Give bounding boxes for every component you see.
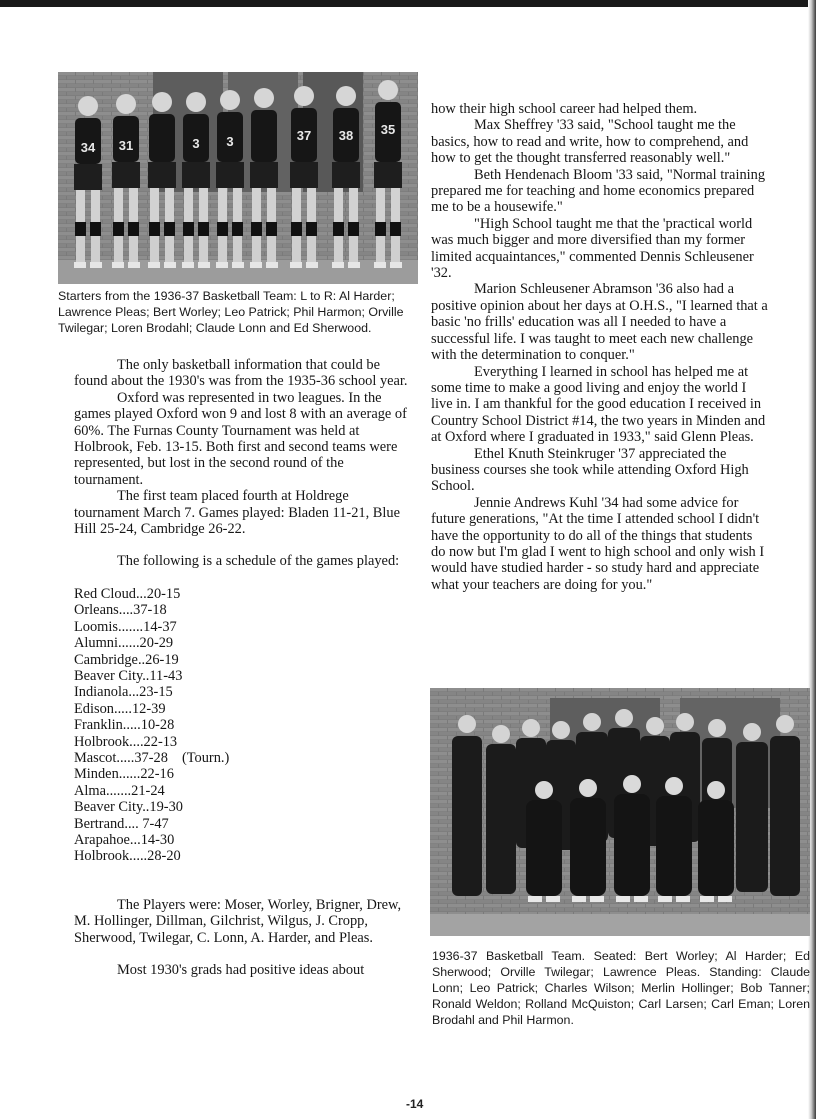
schedule-item: Loomis.......14-37 — [74, 618, 177, 635]
left-column — [74, 357, 412, 978]
starters-photo — [58, 72, 418, 284]
paragraph: Jennie Andrews Kuhl '34 had some advice for future generations, "At the time I attended school I didn't have the opportunity to do all of the things that students do now but I'm glad I went to high school and only wish I would have studied harder - so study hard and appreciate what your teachers are doing for you." — [431, 494, 765, 593]
starters-caption: Starters from the 1936-37 Basketball Team: L to R: Al Harder; Lawrence Pleas; Bert Worley; Leo Patrick; Phil Harmon; Orville Twilegar; Loren Brodahl; Claude Lonn and Ed Sherwood. — [58, 289, 404, 335]
schedule-item: Beaver City..11-43 — [74, 667, 183, 684]
jersey-number: 3 — [226, 134, 234, 149]
right-column — [431, 101, 769, 593]
scan-top-edge — [0, 0, 816, 7]
schedule-item: Edison.....12-39 — [74, 700, 166, 717]
game-schedule — [74, 586, 412, 865]
team-photo — [430, 688, 810, 936]
paragraph: Max Sheffrey '33 said, "School taught me the basics, how to read and write, how to comprehend, and how to get the thought transferred reasonably well." — [431, 117, 749, 167]
paragraph: The only basketball information that could be found about the 1930's was from the 1935-36 school year. — [74, 357, 408, 390]
jersey-number: 3 — [192, 136, 200, 151]
paragraph: Beth Hendenach Bloom '33 said, "Normal training prepared me for teaching and home economics prepared me to be a housewife." — [431, 166, 766, 216]
schedule-item: Arapahoe...14-30 — [74, 831, 175, 848]
schedule-item: Mascot.....37-28 (Tourn.) — [74, 749, 230, 766]
paragraph: Most 1930's grads had positive ideas about — [117, 962, 365, 978]
schedule-item: Bertrand.... 7-47 — [74, 815, 169, 832]
paragraph: The first team placed fourth at Holdrege tournament March 7. Games played: Bladen 11-21, Blue Hill 25-24, Cambridge 26-22. — [74, 488, 400, 538]
tournament-note: (Tourn.) — [181, 749, 230, 766]
jersey-number: 38 — [338, 128, 354, 143]
paragraph: "High School taught me that the 'practical world was much bigger and more diversified than my former limited acquaintances," commented Dennis Schleusener '32. — [431, 215, 754, 282]
jersey-number: 35 — [380, 122, 396, 137]
paragraph: The following is a schedule of the games played: — [117, 553, 400, 570]
schedule-item: Beaver City..19-30 — [74, 799, 183, 816]
paragraph: Everything I learned in school has helped me at some time to make a good living and enjoy the world I live in. I am thankful for the good education I received in Country School District #14, the two years in Minden and at Oxford where I graduated in 1933," said Glenn Pleas. — [431, 363, 766, 446]
jersey-number: 37 — [296, 128, 312, 143]
schedule-item: Alma.......21-24 — [74, 782, 165, 799]
page-number: -14 — [406, 1097, 424, 1111]
schedule-item: Minden......22-16 — [74, 766, 174, 783]
schedule-item: Holbrook....22-13 — [74, 733, 178, 750]
paragraph: The Players were: Moser, Worley, Brigner, Drew, M. Hollinger, Dillman, Gilchrist, Wilgus, J. Cropp, Sherwood, Twilegar, C. Lonn, A. Harder, and Pleas. — [74, 896, 402, 946]
schedule-item: Orleans....37-18 — [74, 602, 167, 619]
paragraph: Ethel Knuth Steinkruger '37 appreciated the business courses she took while attending Oxford High School. — [431, 445, 749, 495]
jersey-number: 34 — [80, 140, 96, 155]
schedule-item: Red Cloud...20-15 — [74, 585, 181, 602]
schedule-item: Holbrook.....28-20 — [74, 848, 181, 865]
team-caption: 1936-37 Basketball Team. Seated: Bert Worley; Al Harder; Ed Sherwood; Orville Twilegar; Lawrence Pleas. Standing: Claude Lonn; Leo Patrick; Charles Wilson; Merlin Hollinger; Bob Tanner; Ronald Weldon; Rolland McQuiston; Carl Larsen; Carl Eman; Loren Brodahl and Phil Harmon. — [432, 949, 810, 1027]
paragraph: Marion Schleusener Abramson '36 also had a positive opinion about her days at O.H.S., "I learned that a basic 'no frills' education was all I needed to have a successful life. I was taught to meet each new challenge with the determination to conquer." — [431, 281, 768, 364]
paragraph: how their high school career had helped them. — [431, 101, 698, 117]
paragraph: Oxford was represented in two leagues. In the games played Oxford won 9 and lost 8 with an average of 60%. The Furnas County Tournament was held at Holbrook, Feb. 13-15. Both first and second teams were represented, but lost in the second round of the tournament. — [74, 389, 407, 488]
schedule-item: Franklin.....10-28 — [74, 717, 175, 734]
schedule-item: Indianola...23-15 — [74, 684, 173, 701]
jersey-number: 31 — [118, 138, 134, 153]
schedule-item: Cambridge..26-19 — [74, 651, 179, 668]
schedule-item: Alumni......20-29 — [74, 635, 174, 652]
